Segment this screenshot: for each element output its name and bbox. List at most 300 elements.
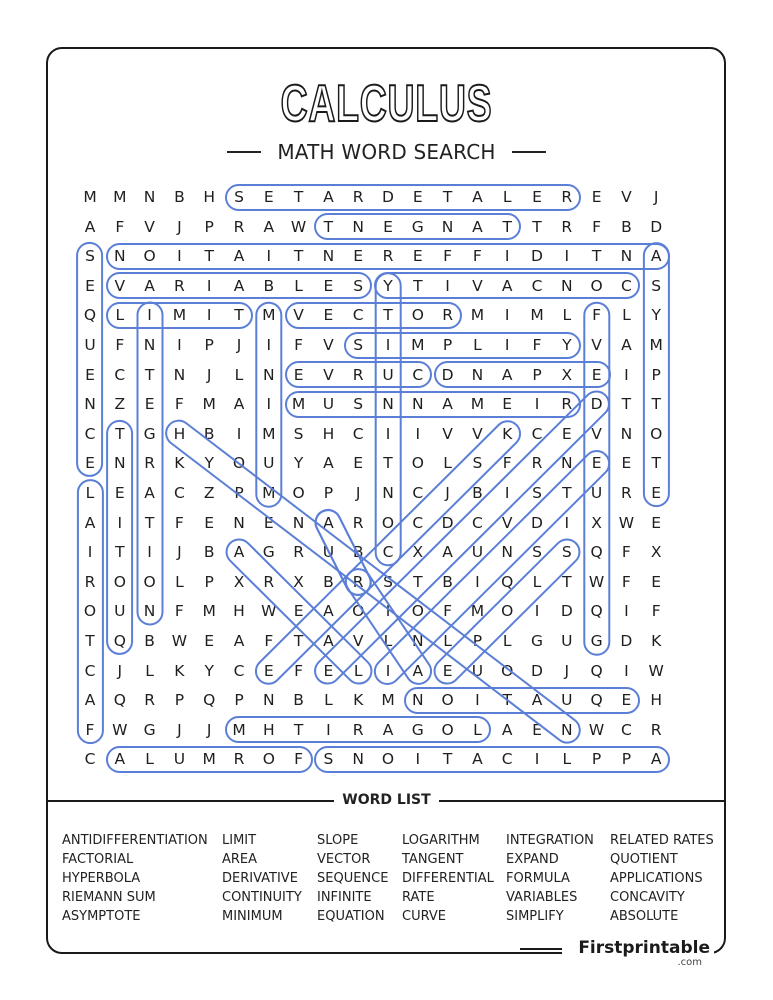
grid-cell[interactable]: K: [174, 661, 185, 680]
grid-cell[interactable]: L: [473, 720, 482, 739]
grid-cell[interactable]: I: [326, 720, 331, 739]
grid-cell[interactable]: S: [323, 750, 334, 769]
grid-cell[interactable]: E: [353, 454, 364, 473]
grid-cell[interactable]: L: [383, 632, 393, 650]
grid-cell[interactable]: E: [591, 454, 602, 473]
grid-cell[interactable]: I: [147, 543, 152, 562]
grid-cell[interactable]: J: [653, 188, 659, 206]
grid-cell[interactable]: A: [84, 513, 96, 532]
grid-cell[interactable]: A: [472, 217, 483, 236]
grid-cell[interactable]: L: [234, 365, 244, 384]
grid-cell[interactable]: E: [263, 513, 274, 532]
grid-cell[interactable]: I: [534, 750, 540, 769]
grid-cell[interactable]: X: [233, 572, 245, 591]
grid-cell[interactable]: A: [144, 276, 155, 295]
grid-cell[interactable]: N: [382, 484, 394, 502]
grid-cell[interactable]: A: [233, 276, 245, 295]
grid-cell[interactable]: N: [501, 543, 513, 562]
grid-cell[interactable]: J: [177, 217, 182, 236]
grid-cell[interactable]: Q: [113, 632, 126, 650]
grid-cell[interactable]: C: [412, 484, 424, 502]
grid-cell[interactable]: B: [323, 572, 334, 591]
grid-cell[interactable]: O: [292, 484, 305, 502]
grid-cell[interactable]: C: [501, 750, 513, 769]
grid-cell[interactable]: V: [591, 424, 602, 443]
grid-cell[interactable]: L: [502, 188, 512, 206]
grid-cell[interactable]: S: [561, 543, 572, 562]
grid-cell[interactable]: E: [532, 188, 542, 206]
grid-cell[interactable]: F: [443, 602, 453, 621]
grid-cell[interactable]: S: [353, 336, 364, 354]
grid-cell[interactable]: V: [621, 188, 632, 206]
grid-cell[interactable]: D: [441, 513, 454, 532]
grid-cell[interactable]: I: [624, 365, 629, 384]
grid-cell[interactable]: O: [143, 572, 156, 591]
grid-cell[interactable]: E: [85, 454, 95, 473]
grid-cell[interactable]: A: [531, 691, 543, 710]
grid-cell[interactable]: H: [262, 720, 275, 739]
grid-cell[interactable]: J: [206, 720, 212, 739]
grid-cell[interactable]: N: [560, 720, 573, 739]
grid-cell[interactable]: N: [352, 750, 364, 769]
grid-cell[interactable]: F: [85, 720, 95, 739]
grid-cell[interactable]: Y: [293, 454, 304, 473]
grid-cell[interactable]: T: [85, 632, 95, 650]
grid-cell[interactable]: R: [263, 572, 275, 591]
grid-cell[interactable]: F: [502, 454, 512, 473]
grid-cell[interactable]: R: [352, 188, 364, 206]
grid-cell[interactable]: Y: [383, 276, 393, 295]
grid-cell[interactable]: F: [621, 572, 631, 591]
grid-cell[interactable]: A: [501, 720, 513, 739]
grid-cell[interactable]: A: [114, 750, 126, 769]
grid-cell[interactable]: L: [622, 306, 631, 325]
grid-cell[interactable]: I: [236, 424, 242, 443]
grid-cell[interactable]: R: [144, 691, 155, 710]
grid-cell[interactable]: W: [618, 513, 635, 532]
grid-cell[interactable]: M: [83, 188, 97, 206]
grid-cell[interactable]: D: [560, 602, 573, 621]
grid-cell[interactable]: F: [115, 217, 125, 236]
grid-cell[interactable]: Q: [590, 661, 603, 680]
grid-cell[interactable]: I: [624, 602, 629, 621]
grid-cell[interactable]: B: [621, 217, 632, 236]
grid-cell[interactable]: N: [113, 247, 126, 266]
grid-cell[interactable]: A: [323, 188, 334, 206]
grid-cell[interactable]: N: [262, 691, 275, 710]
grid-cell[interactable]: R: [531, 454, 543, 473]
grid-cell[interactable]: U: [382, 365, 394, 384]
grid-cell[interactable]: W: [648, 661, 664, 680]
grid-cell[interactable]: W: [261, 602, 277, 621]
grid-cell[interactable]: U: [471, 661, 484, 680]
grid-cell[interactable]: E: [651, 572, 662, 591]
grid-cell[interactable]: L: [562, 750, 572, 769]
grid-cell[interactable]: I: [534, 395, 540, 414]
grid-cell[interactable]: O: [352, 602, 365, 621]
grid-cell[interactable]: Z: [114, 395, 126, 414]
grid-cell[interactable]: O: [113, 572, 126, 591]
grid-cell[interactable]: N: [620, 247, 633, 266]
grid-cell[interactable]: K: [651, 632, 662, 650]
grid-cell[interactable]: T: [144, 513, 155, 532]
grid-cell[interactable]: S: [472, 454, 483, 473]
grid-cell[interactable]: R: [352, 572, 364, 591]
grid-cell[interactable]: E: [442, 661, 453, 680]
grid-cell[interactable]: U: [263, 454, 275, 473]
grid-cell[interactable]: V: [472, 276, 483, 295]
grid-cell[interactable]: A: [323, 632, 334, 650]
grid-cell[interactable]: N: [382, 395, 394, 414]
grid-cell[interactable]: T: [562, 572, 572, 591]
grid-cell[interactable]: T: [651, 454, 661, 473]
grid-cell[interactable]: L: [443, 454, 452, 473]
grid-cell[interactable]: A: [382, 720, 394, 739]
grid-cell[interactable]: A: [412, 661, 424, 680]
grid-cell[interactable]: F: [443, 247, 453, 266]
grid-cell[interactable]: C: [233, 661, 245, 680]
grid-cell[interactable]: E: [204, 513, 215, 532]
grid-cell[interactable]: F: [294, 336, 304, 354]
grid-cell[interactable]: D: [531, 513, 543, 532]
grid-cell[interactable]: R: [352, 720, 364, 739]
grid-cell[interactable]: I: [206, 276, 212, 295]
grid-cell[interactable]: I: [87, 543, 93, 562]
grid-cell[interactable]: P: [442, 336, 453, 354]
grid-cell[interactable]: V: [114, 276, 126, 295]
grid-cell[interactable]: J: [564, 661, 570, 680]
grid-cell[interactable]: N: [262, 365, 275, 384]
grid-cell[interactable]: J: [177, 720, 182, 739]
grid-cell[interactable]: T: [293, 720, 304, 739]
grid-cell[interactable]: Y: [651, 306, 661, 325]
grid-cell[interactable]: A: [442, 543, 453, 562]
grid-cell[interactable]: C: [84, 661, 96, 680]
grid-cell[interactable]: I: [504, 484, 510, 502]
grid-cell[interactable]: V: [293, 306, 304, 325]
grid-cell[interactable]: L: [562, 306, 572, 325]
grid-cell[interactable]: S: [353, 395, 364, 414]
grid-cell[interactable]: E: [323, 306, 334, 325]
grid-cell[interactable]: H: [173, 424, 186, 443]
grid-cell[interactable]: A: [144, 484, 155, 502]
grid-cell[interactable]: O: [441, 691, 454, 710]
grid-cell[interactable]: I: [177, 336, 182, 354]
grid-cell[interactable]: B: [203, 424, 215, 443]
grid-cell[interactable]: N: [173, 365, 186, 384]
grid-cell[interactable]: E: [621, 691, 632, 710]
grid-cell[interactable]: G: [411, 217, 424, 236]
grid-cell[interactable]: R: [561, 188, 573, 206]
grid-cell[interactable]: T: [591, 247, 602, 266]
grid-cell[interactable]: E: [353, 247, 364, 266]
grid-cell[interactable]: P: [234, 484, 244, 502]
grid-cell[interactable]: B: [293, 691, 304, 710]
grid-cell[interactable]: T: [115, 543, 125, 562]
grid-cell[interactable]: P: [204, 336, 214, 354]
grid-cell[interactable]: R: [352, 513, 364, 532]
grid-cell[interactable]: O: [650, 424, 663, 443]
grid-cell[interactable]: O: [411, 602, 424, 621]
grid-cell[interactable]: Z: [203, 484, 215, 502]
grid-cell[interactable]: D: [441, 365, 454, 384]
grid-cell[interactable]: T: [651, 395, 661, 414]
grid-cell[interactable]: N: [620, 424, 633, 443]
grid-cell[interactable]: B: [203, 543, 215, 562]
grid-cell[interactable]: B: [174, 188, 185, 206]
grid-cell[interactable]: L: [443, 632, 452, 650]
grid-cell[interactable]: C: [620, 276, 632, 295]
grid-cell[interactable]: J: [355, 484, 361, 502]
grid-cell[interactable]: M: [262, 484, 276, 502]
grid-cell[interactable]: Y: [204, 454, 214, 473]
grid-cell[interactable]: H: [322, 424, 335, 443]
grid-cell[interactable]: I: [504, 247, 510, 266]
grid-cell[interactable]: V: [144, 217, 155, 236]
grid-cell[interactable]: C: [352, 424, 364, 443]
grid-cell[interactable]: E: [293, 365, 304, 384]
grid-cell[interactable]: I: [117, 513, 123, 532]
grid-cell[interactable]: N: [143, 336, 156, 354]
grid-cell[interactable]: L: [145, 750, 154, 769]
grid-cell[interactable]: E: [502, 395, 513, 414]
grid-cell[interactable]: G: [262, 543, 275, 562]
grid-cell[interactable]: A: [323, 454, 334, 473]
grid-cell[interactable]: L: [145, 661, 154, 680]
grid-cell[interactable]: G: [530, 632, 543, 650]
grid-cell[interactable]: S: [532, 543, 542, 562]
grid-cell[interactable]: I: [385, 424, 391, 443]
grid-cell[interactable]: I: [445, 276, 450, 295]
grid-cell[interactable]: F: [294, 661, 304, 680]
grid-cell[interactable]: F: [174, 513, 184, 532]
grid-cell[interactable]: R: [293, 543, 304, 562]
grid-cell[interactable]: F: [174, 602, 184, 621]
grid-cell[interactable]: N: [84, 395, 96, 414]
grid-cell[interactable]: I: [206, 306, 212, 325]
grid-cell[interactable]: V: [352, 632, 364, 650]
grid-cell[interactable]: O: [411, 454, 424, 473]
grid-cell[interactable]: P: [234, 691, 244, 710]
grid-cell[interactable]: C: [412, 513, 424, 532]
grid-cell[interactable]: O: [590, 276, 603, 295]
grid-cell[interactable]: T: [204, 247, 214, 266]
grid-cell[interactable]: S: [353, 276, 364, 295]
grid-cell[interactable]: I: [266, 395, 272, 414]
grid-cell[interactable]: H: [233, 602, 245, 621]
grid-cell[interactable]: Q: [83, 306, 97, 325]
grid-cell[interactable]: A: [621, 336, 632, 354]
grid-cell[interactable]: A: [263, 217, 275, 236]
grid-cell[interactable]: F: [651, 602, 661, 621]
grid-cell[interactable]: D: [382, 188, 394, 206]
grid-cell[interactable]: V: [323, 336, 334, 354]
grid-cell[interactable]: I: [564, 513, 570, 532]
grid-cell[interactable]: E: [532, 720, 542, 739]
grid-cell[interactable]: N: [233, 513, 245, 532]
grid-cell[interactable]: V: [442, 424, 453, 443]
grid-cell[interactable]: E: [323, 276, 334, 295]
grid-cell[interactable]: R: [233, 750, 245, 769]
grid-cell[interactable]: O: [232, 454, 246, 473]
grid-cell[interactable]: O: [381, 750, 395, 769]
grid-cell[interactable]: N: [471, 365, 484, 384]
grid-cell[interactable]: I: [475, 691, 480, 710]
grid-cell[interactable]: O: [501, 602, 514, 621]
grid-cell[interactable]: D: [650, 217, 663, 236]
grid-cell[interactable]: O: [143, 247, 156, 266]
grid-cell[interactable]: V: [472, 424, 483, 443]
grid-cell[interactable]: B: [472, 484, 483, 502]
grid-cell[interactable]: I: [266, 336, 272, 354]
grid-cell[interactable]: Q: [203, 691, 216, 710]
grid-cell[interactable]: F: [532, 336, 542, 354]
grid-cell[interactable]: L: [353, 661, 363, 680]
grid-cell[interactable]: A: [442, 395, 453, 414]
grid-cell[interactable]: S: [383, 572, 393, 591]
grid-cell[interactable]: T: [293, 188, 304, 206]
grid-cell[interactable]: M: [470, 395, 485, 414]
grid-cell[interactable]: L: [294, 276, 303, 295]
grid-cell[interactable]: C: [531, 276, 543, 295]
grid-cell[interactable]: U: [561, 632, 573, 650]
grid-cell[interactable]: N: [560, 276, 573, 295]
grid-cell[interactable]: T: [562, 484, 572, 502]
grid-cell[interactable]: O: [411, 306, 424, 325]
grid-cell[interactable]: E: [621, 454, 632, 473]
grid-cell[interactable]: R: [233, 217, 245, 236]
grid-cell[interactable]: L: [473, 336, 482, 354]
grid-cell[interactable]: P: [651, 365, 661, 384]
grid-cell[interactable]: M: [172, 306, 187, 325]
grid-cell[interactable]: S: [532, 484, 542, 502]
grid-cell[interactable]: P: [532, 365, 542, 384]
grid-cell[interactable]: M: [470, 306, 485, 325]
grid-cell[interactable]: M: [381, 691, 395, 710]
grid-cell[interactable]: J: [236, 336, 242, 354]
grid-cell[interactable]: T: [413, 572, 423, 591]
grid-cell[interactable]: N: [113, 454, 126, 473]
grid-cell[interactable]: G: [143, 424, 156, 443]
grid-cell[interactable]: H: [650, 691, 663, 710]
grid-cell[interactable]: C: [114, 365, 126, 384]
grid-cell[interactable]: A: [233, 543, 245, 562]
grid-cell[interactable]: I: [534, 602, 540, 621]
grid-cell[interactable]: P: [204, 572, 214, 591]
grid-cell[interactable]: O: [83, 602, 97, 621]
grid-cell[interactable]: S: [651, 276, 662, 295]
grid-cell[interactable]: R: [621, 484, 632, 502]
grid-cell[interactable]: C: [531, 424, 543, 443]
grid-cell[interactable]: D: [590, 395, 603, 414]
grid-cell[interactable]: T: [293, 632, 304, 650]
grid-cell[interactable]: F: [592, 217, 602, 236]
grid-cell[interactable]: G: [590, 632, 603, 650]
grid-cell[interactable]: Q: [590, 543, 603, 562]
grid-cell[interactable]: T: [115, 424, 125, 443]
grid-cell[interactable]: U: [471, 543, 484, 562]
grid-cell[interactable]: A: [323, 602, 334, 621]
grid-cell[interactable]: C: [471, 513, 483, 532]
grid-cell[interactable]: R: [442, 306, 453, 325]
grid-cell[interactable]: T: [383, 306, 393, 325]
grid-cell[interactable]: U: [590, 484, 603, 502]
grid-cell[interactable]: M: [291, 395, 306, 414]
grid-cell[interactable]: B: [263, 276, 275, 295]
grid-cell[interactable]: J: [206, 365, 212, 384]
grid-cell[interactable]: I: [266, 247, 272, 266]
grid-cell[interactable]: M: [470, 602, 485, 621]
grid-cell[interactable]: A: [650, 750, 662, 769]
grid-cell[interactable]: C: [620, 720, 632, 739]
grid-cell[interactable]: P: [323, 484, 334, 502]
grid-cell[interactable]: A: [233, 247, 245, 266]
grid-cell[interactable]: E: [412, 247, 423, 266]
grid-cell[interactable]: O: [441, 720, 454, 739]
grid-cell[interactable]: E: [651, 513, 662, 532]
grid-cell[interactable]: E: [591, 188, 602, 206]
grid-cell[interactable]: A: [323, 513, 334, 532]
grid-cell[interactable]: L: [502, 632, 512, 650]
grid-cell[interactable]: H: [203, 188, 216, 206]
grid-cell[interactable]: C: [173, 484, 185, 502]
grid-cell[interactable]: K: [174, 454, 185, 473]
grid-cell[interactable]: U: [561, 691, 573, 710]
grid-cell[interactable]: E: [85, 365, 95, 384]
grid-cell[interactable]: M: [411, 336, 425, 354]
grid-cell[interactable]: E: [591, 365, 602, 384]
grid-cell[interactable]: N: [560, 454, 573, 473]
grid-cell[interactable]: P: [174, 691, 185, 710]
grid-cell[interactable]: K: [353, 691, 364, 710]
grid-cell[interactable]: R: [561, 395, 573, 414]
grid-cell[interactable]: I: [385, 661, 391, 680]
grid-cell[interactable]: U: [84, 336, 96, 354]
grid-cell[interactable]: J: [117, 661, 123, 680]
grid-cell[interactable]: B: [442, 572, 453, 591]
grid-cell[interactable]: T: [442, 188, 453, 206]
grid-cell[interactable]: T: [234, 306, 244, 325]
grid-cell[interactable]: M: [232, 720, 246, 739]
grid-cell[interactable]: A: [501, 276, 513, 295]
grid-cell[interactable]: N: [411, 632, 424, 650]
grid-cell[interactable]: P: [472, 632, 483, 650]
grid-cell[interactable]: B: [352, 543, 364, 562]
grid-cell[interactable]: Y: [204, 661, 214, 680]
grid-cell[interactable]: F: [592, 306, 602, 325]
grid-cell[interactable]: G: [143, 720, 156, 739]
grid-cell[interactable]: I: [147, 306, 152, 325]
grid-cell[interactable]: A: [472, 188, 483, 206]
grid-cell[interactable]: T: [293, 247, 304, 266]
grid-cell[interactable]: Q: [590, 602, 603, 621]
grid-cell[interactable]: X: [412, 543, 424, 562]
grid-cell[interactable]: S: [85, 247, 95, 266]
grid-cell[interactable]: C: [382, 543, 394, 562]
grid-cell[interactable]: I: [475, 572, 480, 591]
grid-cell[interactable]: A: [501, 365, 513, 384]
grid-cell[interactable]: C: [84, 424, 96, 443]
grid-cell[interactable]: R: [144, 454, 155, 473]
grid-cell[interactable]: N: [411, 395, 424, 414]
grid-cell[interactable]: E: [263, 661, 274, 680]
grid-cell[interactable]: S: [293, 424, 304, 443]
grid-cell[interactable]: U: [322, 543, 335, 562]
grid-cell[interactable]: U: [173, 750, 186, 769]
grid-cell[interactable]: S: [234, 188, 244, 206]
grid-cell[interactable]: D: [531, 661, 543, 680]
grid-cell[interactable]: T: [532, 217, 542, 236]
